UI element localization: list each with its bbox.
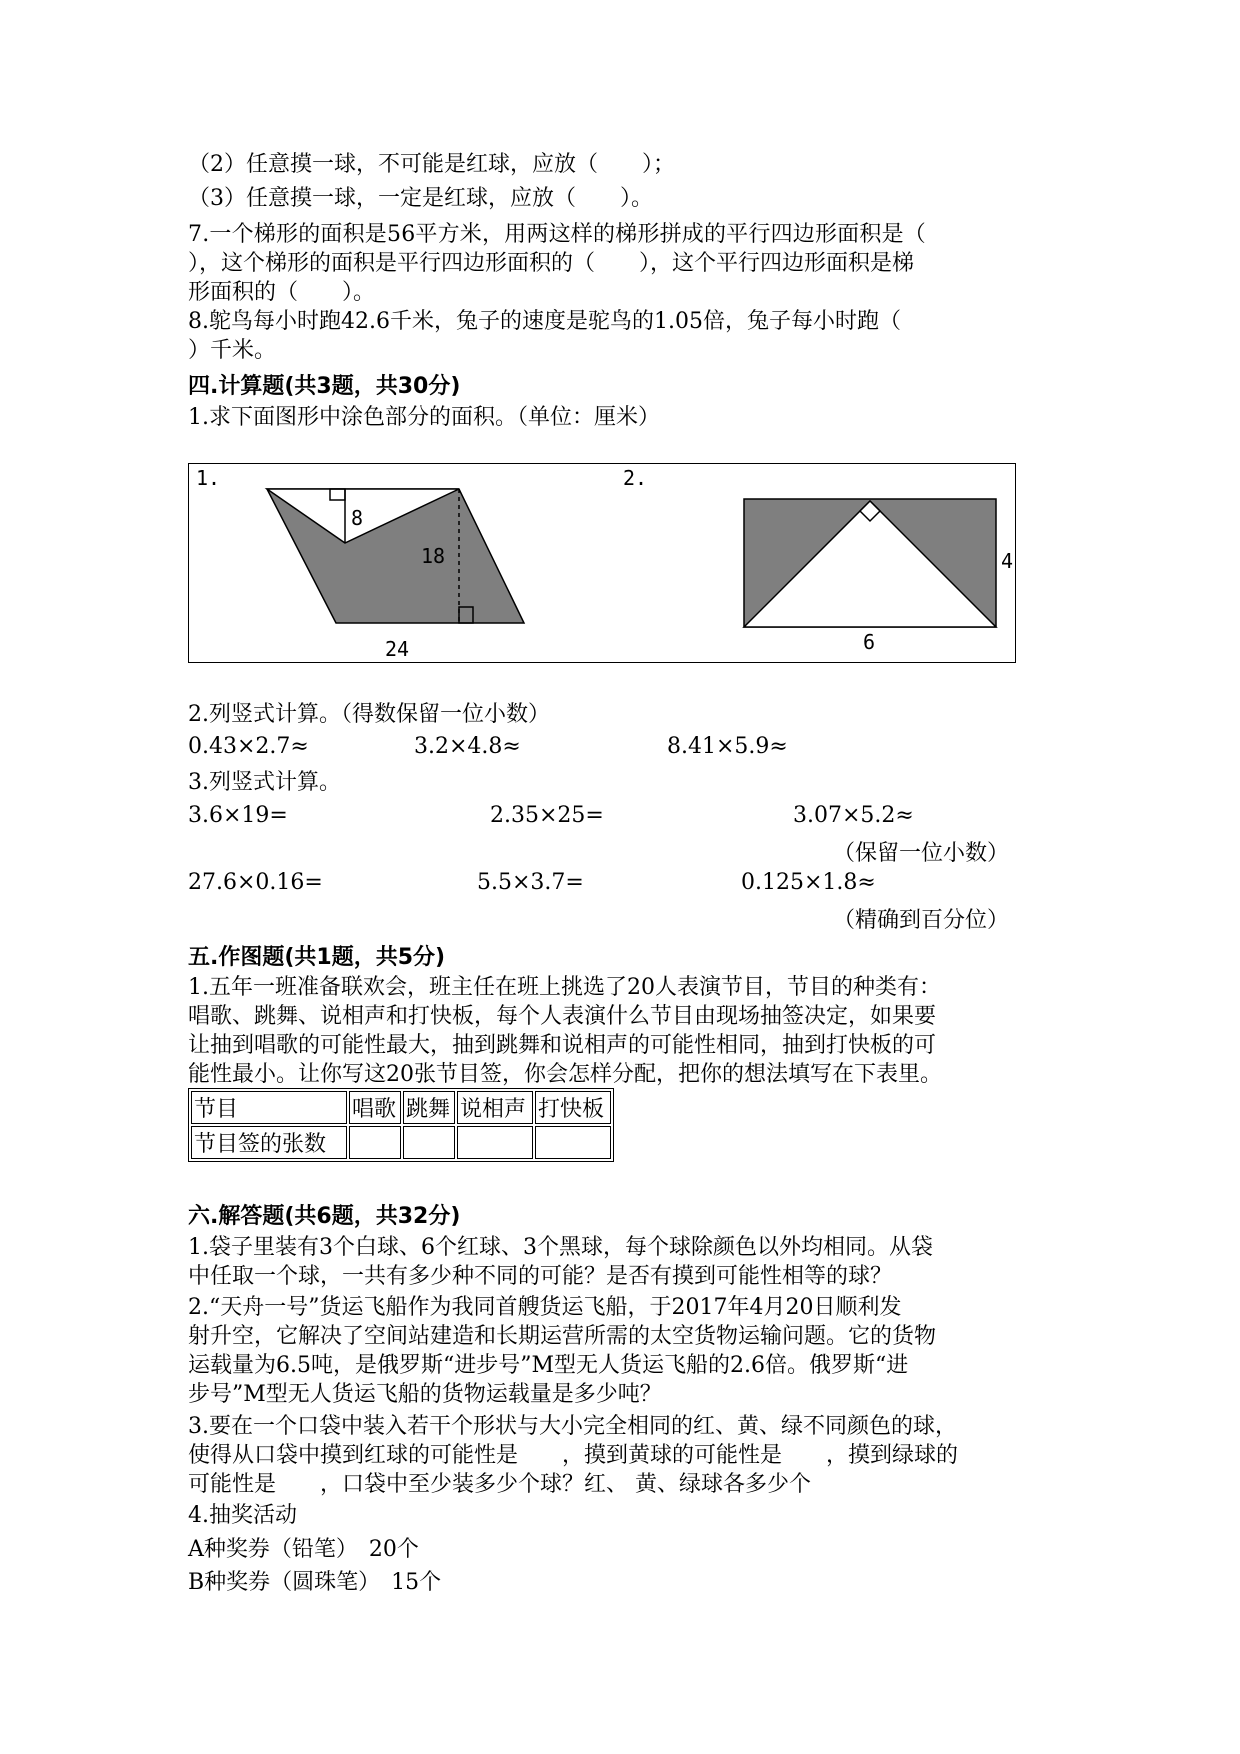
table-answer-cell[interactable]: [403, 1126, 455, 1159]
calc-note: （保留一位小数）: [833, 841, 1010, 866]
table-answer-cell[interactable]: [349, 1126, 401, 1159]
fig1-height-label: 18: [421, 544, 446, 568]
table-answer-cell[interactable]: [457, 1126, 533, 1159]
text-line: A种奖券（铅笔） 20个: [188, 1537, 419, 1562]
geometry-figure: [188, 463, 1016, 663]
table-row-label: 节目签的张数: [191, 1126, 347, 1159]
calc-note: （精确到百分位）: [833, 908, 1010, 933]
text-line: 运载量为6.5吨，是俄罗斯“进步号”M型无人货运飞船的2.6倍。俄罗斯“进: [188, 1353, 909, 1378]
table-row: [191, 1126, 611, 1159]
fig2-base-label: 6: [863, 630, 876, 654]
calc-item: 2.35×25=: [490, 803, 604, 828]
text-line: 射升空，它解决了空间站建造和长期运营所需的太空货物运输问题。它的货物: [188, 1324, 937, 1349]
question-text: 3.列竖式计算。: [188, 770, 341, 795]
calc-item: 3.2×4.8≈: [414, 734, 521, 759]
table-header-cell: 节目: [191, 1091, 347, 1124]
text-line: 中任取一个球，一共有多少种不同的可能？是否有摸到可能性相等的球？: [188, 1264, 893, 1289]
calc-item: 27.6×0.16=: [188, 870, 323, 895]
text-line: 能性最小。让你写这20张节目签，你会怎样分配，把你的想法填写在下表里。: [188, 1062, 942, 1087]
section-title: 五.作图题(共1题，共5分): [188, 945, 446, 970]
program-table: [188, 1088, 614, 1162]
text-line: 4.抽奖活动: [188, 1503, 297, 1528]
text-line: 步号”M型无人货运飞船的货物运载量是多少吨？: [188, 1382, 662, 1407]
question-text: 2.列竖式计算。（得数保留一位小数）: [188, 702, 550, 727]
text-line: 形面积的（ ）。: [188, 280, 376, 305]
text-line: 3.要在一个口袋中装入若干个形状与大小完全相同的红、黄、绿不同颜色的球，: [188, 1414, 957, 1439]
text-line: （2）任意摸一球，不可能是红球，应放（ ）；: [188, 152, 675, 177]
text-line: 2.“天舟一号”货运飞船作为我同首艘货运飞船，于2017年4月20日顺利发: [188, 1295, 902, 1320]
question-text: 1.求下面图形中涂色部分的面积。（单位：厘米）: [188, 405, 660, 430]
text-line: 7.一个梯形的面积是56平方米，用两这样的梯形拼成的平行四边形面积是（: [188, 222, 926, 247]
text-line: 8.鸵鸟每小时跑42.6千米，兔子的速度是驼鸟的1.05倍，兔子每小时跑（: [188, 309, 901, 334]
calc-item: 3.6×19=: [188, 803, 288, 828]
calc-item: 3.07×5.2≈: [793, 803, 914, 828]
table-header-cell: 说相声: [457, 1091, 533, 1124]
text-line: （3）任意摸一球，一定是红球，应放（ ）。: [188, 186, 653, 211]
text-line: 让抽到唱歌的可能性最大，抽到跳舞和说相声的可能性相同，抽到打快板的可: [188, 1033, 937, 1058]
calc-item: 8.41×5.9≈: [667, 734, 788, 759]
table-row: [191, 1091, 611, 1124]
fig1-base-label: 24: [385, 637, 410, 661]
text-line: 唱歌、跳舞、说相声和打快板，每个人表演什么节目由现场抽签决定，如果要: [188, 1004, 937, 1029]
text-line: ），这个梯形的面积是平行四边形面积的（ ），这个平行四边形面积是梯: [188, 251, 915, 276]
fig2-side-label: 4: [1001, 549, 1014, 573]
table-header-cell: 唱歌: [349, 1091, 401, 1124]
table-answer-cell[interactable]: [535, 1126, 611, 1159]
fig1-top-height-label: 8: [351, 506, 364, 530]
table-header-cell: 跳舞: [403, 1091, 455, 1124]
text-line: 1.袋子里装有3个白球、6个红球、3个黑球，每个球除颜色以外均相同。从袋: [188, 1235, 933, 1260]
section-title: 四.计算题(共3题，共30分): [188, 374, 461, 399]
text-line: 1.五年一班准备联欢会，班主任在班上挑选了20人表演节目，节目的种类有：: [188, 975, 941, 1000]
calc-item: 0.43×2.7≈: [188, 734, 309, 759]
fig2-label: 2.: [623, 466, 648, 490]
table-header-cell: 打快板: [535, 1091, 611, 1124]
fig1-label: 1.: [196, 466, 221, 490]
text-line: 使得从口袋中摸到红球的可能性是 ，摸到黄球的可能性是 ，摸到绿球的: [188, 1443, 959, 1468]
text-line: B种奖券（圆珠笔） 15个: [188, 1570, 442, 1595]
calc-item: 0.125×1.8≈: [741, 870, 876, 895]
figure-svg: [189, 464, 1017, 664]
text-line: 可能性是 ，口袋中至少装多少个球？红、 黄、绿球各多少个: [188, 1472, 811, 1497]
section-title: 六.解答题(共6题，共32分): [188, 1204, 461, 1229]
calc-item: 5.5×3.7=: [477, 870, 584, 895]
text-line: ）千米。: [188, 338, 277, 363]
